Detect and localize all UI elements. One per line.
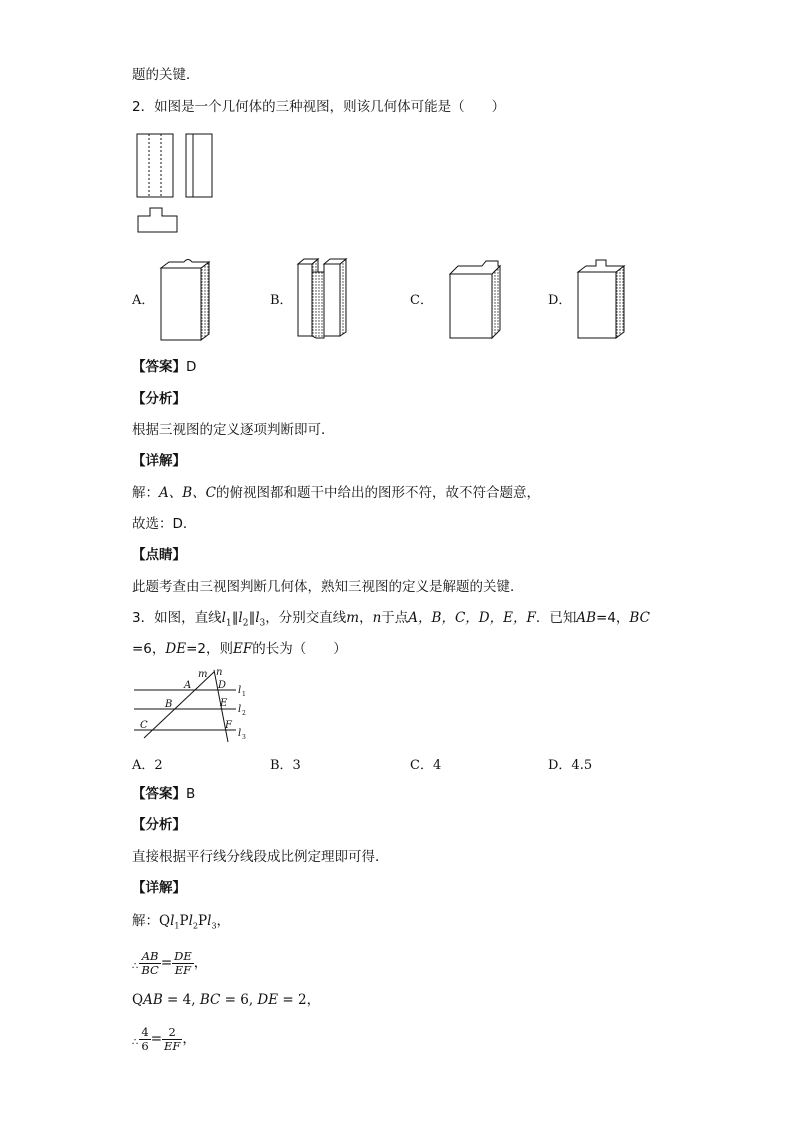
label-a: A <box>184 680 192 691</box>
q2-analysis-text: 根据三视图的定义逐项判断即可． <box>132 422 335 438</box>
svg-text:1: 1 <box>242 691 246 698</box>
q3-solution-line3: QAB = 4, BC = 6, DE = 2， <box>132 992 321 1008</box>
label-d: D <box>218 680 227 691</box>
answer-value: B <box>186 786 196 802</box>
label-m: m <box>198 669 208 680</box>
q2-option-d-figure[interactable] <box>574 254 634 342</box>
q2-option-b-figure[interactable] <box>294 254 354 342</box>
side-view <box>186 134 212 197</box>
q3-solution-line4: ∴ $\frac{4}{6}$ = $\frac{2}{EF}$ ， <box>132 1024 196 1053</box>
label-c: C <box>140 720 148 731</box>
q2-stem: 2．如图是一个几何体的三种视图，则该几何体可能是（ ） <box>132 99 506 115</box>
q2-three-views-figure <box>132 130 222 236</box>
q2-option-d-label[interactable]: D． <box>548 293 572 308</box>
label-l1: l <box>238 685 242 696</box>
answer-tag: 【答案】 <box>132 359 186 375</box>
q3-answer <box>132 785 195 803</box>
q3-option-b[interactable]: B．3 <box>270 758 301 773</box>
top-view <box>138 208 177 232</box>
q2-comment-text: 此题考查由三视图判断几何体，熟知三视图的定义是解题的关键． <box>132 579 524 595</box>
front-view <box>137 134 173 197</box>
q2-option-a-figure[interactable] <box>156 254 216 342</box>
q2-comment-tag: 【点睛】 <box>132 547 186 563</box>
q2-option-c-figure[interactable] <box>446 254 506 342</box>
q3-option-c[interactable]: C．4 <box>410 758 442 773</box>
q2-option-a-label[interactable]: A． <box>132 293 155 308</box>
answer-value: D <box>186 359 197 375</box>
q2-detail-tag: 【详解】 <box>132 453 186 469</box>
q3-stem-line2: =6，DE=2，则EF的长为（ ） <box>132 641 347 657</box>
svg-text:2: 2 <box>242 710 246 717</box>
previous-answer-tail: 题的关键． <box>132 67 200 83</box>
svg-text:3: 3 <box>242 734 246 741</box>
q3-stem-line1: 3．如图，直线$l_1\parallel l_2\parallel l_3$，分别交直线m，n于点A，B，C，D，E，F．已知AB=4，BC <box>132 610 650 629</box>
line-m <box>144 672 214 738</box>
q2-answer <box>132 358 196 376</box>
label-b: B <box>165 699 173 710</box>
label-f: F <box>225 720 232 731</box>
q2-option-c-label[interactable]: C． <box>410 293 433 308</box>
q3-option-d[interactable]: D．4.5 <box>548 758 593 773</box>
q2-choice: 故选：D． <box>132 516 197 532</box>
label-l3: l <box>238 728 242 739</box>
q2-detail-text: 解：A、B、C的俯视图都和题干中给出的图形不符，故不符合题意， <box>132 485 540 501</box>
q3-option-a[interactable]: A．2 <box>132 758 163 773</box>
q3-analysis-text: 直接根据平行线分线段成比例定理即可得． <box>132 849 389 865</box>
q3-detail-tag: 【详解】 <box>132 880 186 896</box>
q2-analysis-tag: 【分析】 <box>132 391 186 407</box>
q3-solution-line2: ∴ $\frac{AB}{BC}$ = $\frac{DE}{EF}$ ， <box>132 948 208 977</box>
q3-analysis-tag: 【分析】 <box>132 817 186 833</box>
label-e: E <box>220 698 228 709</box>
label-l2: l <box>238 704 242 715</box>
q3-solution-line1: 解：$Ql_1Pl_2Pl_3$， <box>132 913 231 931</box>
answer-tag: 【答案】 <box>132 786 186 802</box>
detail-vars: A、B、C <box>159 485 216 501</box>
label-n: n <box>216 667 223 678</box>
q3-parallel-lines-figure <box>132 666 256 746</box>
q2-option-b-label[interactable]: B． <box>270 293 293 308</box>
